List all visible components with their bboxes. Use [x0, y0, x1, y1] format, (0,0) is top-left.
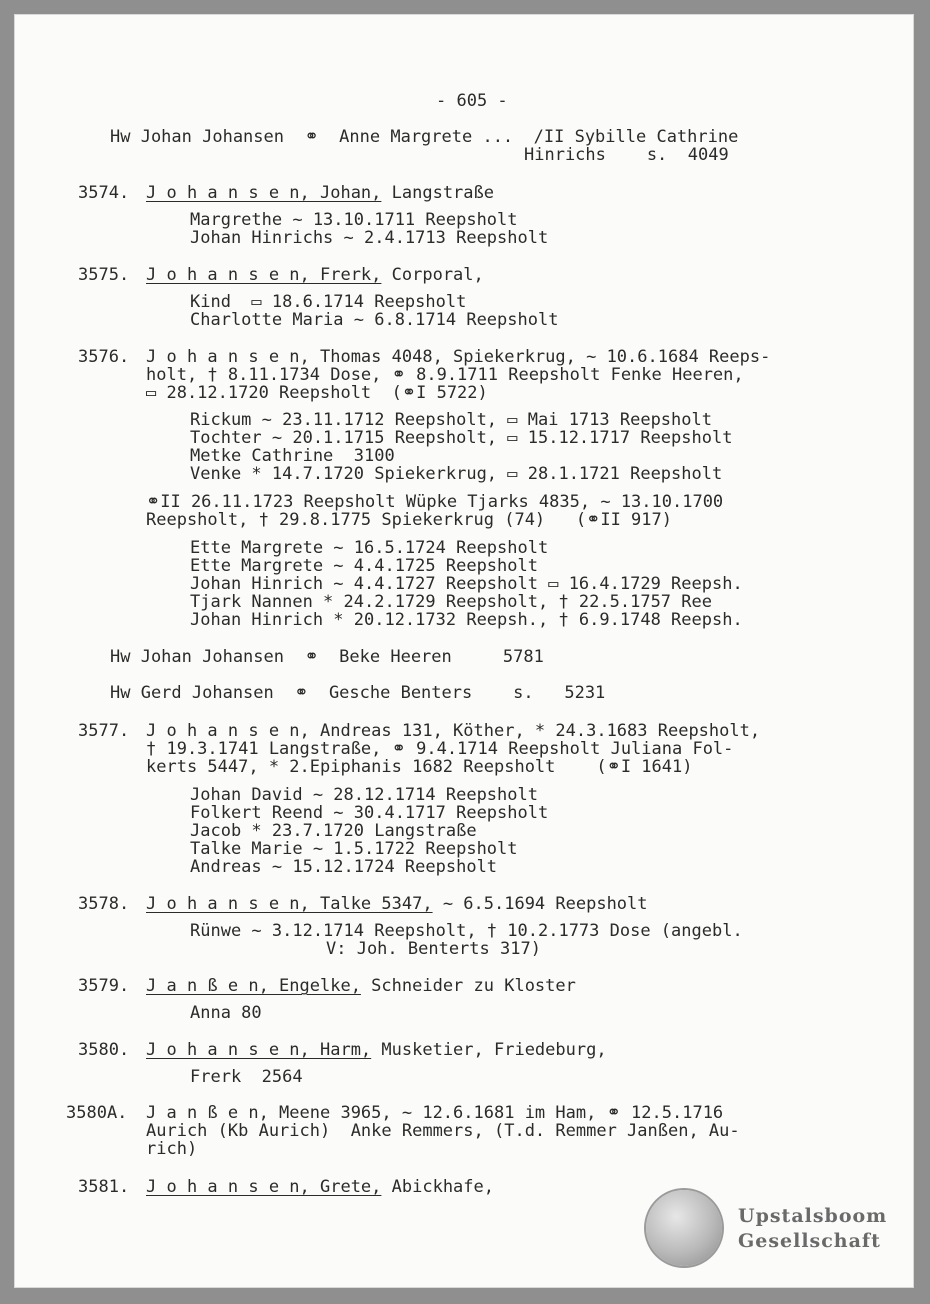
- entry-line: J o h a n s e n, Thomas 4048, Spiekerkrug, ~ 10.6.1684 Reeps-: [146, 347, 771, 367]
- child-line: Kind ▭ 18.6.1714 Reepsholt: [190, 292, 467, 312]
- second-marriage-line: Reepsholt, † 29.8.1775 Spiekerkrug (74) (⚭II 917): [146, 510, 672, 530]
- entry-number: 3579.: [78, 976, 130, 996]
- entry-line: holt, † 8.11.1734 Dose, ⚭ 8.9.1711 Reepsholt Fenke Heeren,: [146, 365, 744, 385]
- entry-line: rich): [146, 1139, 198, 1159]
- child-line: Johan Hinrich * 20.12.1732 Reepsh., † 6.9.1748 Reepsh.: [190, 610, 743, 630]
- entry-number: 3575.: [78, 265, 130, 285]
- child-line: Anna 80: [190, 1003, 262, 1023]
- entry-rest: Abickhafe,: [381, 1177, 494, 1197]
- child-line: Johan Hinrich ~ 4.4.1727 Reepsholt ▭ 16.4.1729 Reepsh.: [190, 574, 743, 594]
- child-line: Ette Margrete ~ 4.4.1725 Reepsholt: [190, 556, 538, 576]
- entry-number: 3580A.: [66, 1103, 128, 1123]
- entry-number: 3576.: [78, 347, 130, 367]
- logo-line1: Upstalsboom: [738, 1205, 888, 1227]
- entry-number: 3578.: [78, 894, 130, 914]
- entry-name: J o h a n s e n, Frerk,: [146, 265, 382, 285]
- child-line: Margrethe ~ 13.10.1711 Reepsholt: [190, 210, 518, 230]
- child-line: Tochter ~ 20.1.1715 Reepsholt, ▭ 15.12.1717 Reepsholt: [190, 428, 733, 448]
- entry-line: Aurich (Kb Aurich) Anke Remmers, (T.d. Remmer Janßen, Au-: [146, 1121, 740, 1141]
- entry-name: J o h a n s e n, Harm,: [146, 1040, 372, 1060]
- entry-line: † 19.3.1741 Langstraße, ⚭ 9.4.1714 Reepsholt Juliana Fol-: [146, 739, 734, 759]
- child-line: Metke Cathrine 3100: [190, 446, 395, 466]
- child-line: Charlotte Maria ~ 6.8.1714 Reepsholt: [190, 310, 559, 330]
- child-line: Talke Marie ~ 1.5.1722 Reepsholt: [190, 839, 518, 859]
- entry-rest: Corporal,: [381, 265, 484, 285]
- page-number: - 605 -: [436, 91, 508, 111]
- entry-number: 3574.: [78, 183, 130, 203]
- entry-head: [146, 184, 494, 203]
- hw-note-3: Hw Gerd Johansen ⚭ Gesche Benters s. 5231: [110, 683, 606, 703]
- second-marriage-line: ⚭II 26.11.1723 Reepsholt Wüpke Tjarks 4835, ~ 13.10.1700: [146, 492, 724, 512]
- hw-note-1-line1: Hw Johan Johansen ⚭ Anne Margrete ... /II Sybille Cathrine: [110, 127, 739, 147]
- child-line: Jacob * 23.7.1720 Langstraße: [190, 821, 477, 841]
- child-line: Tjark Nannen * 24.2.1729 Reepsholt, † 22.5.1757 Ree: [190, 592, 712, 612]
- entry-line: J o h a n s e n, Andreas 131, Köther, * 24.3.1683 Reepsholt,: [146, 721, 761, 741]
- hw-note-1-line2: Hinrichs s. 4049: [524, 145, 729, 165]
- child-line: Johan Hinrichs ~ 2.4.1713 Reepsholt: [190, 228, 549, 248]
- entry-number: 3580.: [78, 1040, 130, 1060]
- child-line: Folkert Reend ~ 30.4.1717 Reepsholt: [190, 803, 549, 823]
- child-line: Rickum ~ 23.11.1712 Reepsholt, ▭ Mai 1713 Reepsholt: [190, 410, 712, 430]
- child-line: Ette Margrete ~ 16.5.1724 Reepsholt: [190, 538, 549, 558]
- entry-number: 3581.: [78, 1177, 130, 1197]
- entry-line: kerts 5447, * 2.Epiphanis 1682 Reepsholt (⚭I 1641): [146, 757, 693, 777]
- logo-text: [738, 1204, 887, 1254]
- entry-rest: Langstraße: [381, 183, 494, 203]
- child-line: V: Joh. Benterts 317): [326, 939, 541, 959]
- entry-rest: ~ 6.5.1694 Reepsholt: [432, 894, 648, 914]
- child-line: Andreas ~ 15.12.1724 Reepsholt: [190, 857, 498, 877]
- child-line: Frerk 2564: [190, 1067, 303, 1087]
- child-line: Rünwe ~ 3.12.1714 Reepsholt, † 10.2.1773 Dose (angebl.: [190, 921, 743, 941]
- entry-line: J a n ß e n, Meene 3965, ~ 12.6.1681 im Ham, ⚭ 12.5.1716: [146, 1103, 724, 1123]
- hw-note-2: Hw Johan Johansen ⚭ Beke Heeren 5781: [110, 647, 544, 667]
- entry-name: J o h a n s e n, Talke 5347,: [146, 894, 433, 914]
- child-line: Johan David ~ 28.12.1714 Reepsholt: [190, 785, 538, 805]
- entry-head: [146, 266, 484, 285]
- entry-name: J a n ß e n, Engelke,: [146, 976, 361, 996]
- entry-rest: Musketier, Friedeburg,: [371, 1040, 607, 1060]
- entry-head: [146, 895, 648, 914]
- entry-head: [146, 977, 576, 996]
- child-line: Venke * 14.7.1720 Spiekerkrug, ▭ 28.1.1721 Reepsholt: [190, 464, 723, 484]
- logo-line2: Gesellschaft: [738, 1230, 881, 1252]
- entry-rest: Schneider zu Kloster: [360, 976, 576, 996]
- entry-head: [146, 1178, 494, 1197]
- entry-name: J o h a n s e n, Grete,: [146, 1177, 382, 1197]
- entry-head: [146, 1041, 607, 1060]
- society-logo: [646, 1190, 896, 1270]
- seal-icon: [646, 1190, 722, 1266]
- entry-name: J o h a n s e n, Johan,: [146, 183, 382, 203]
- entry-line: ▭ 28.12.1720 Reepsholt (⚭I 5722): [146, 383, 488, 403]
- entry-number: 3577.: [78, 721, 130, 741]
